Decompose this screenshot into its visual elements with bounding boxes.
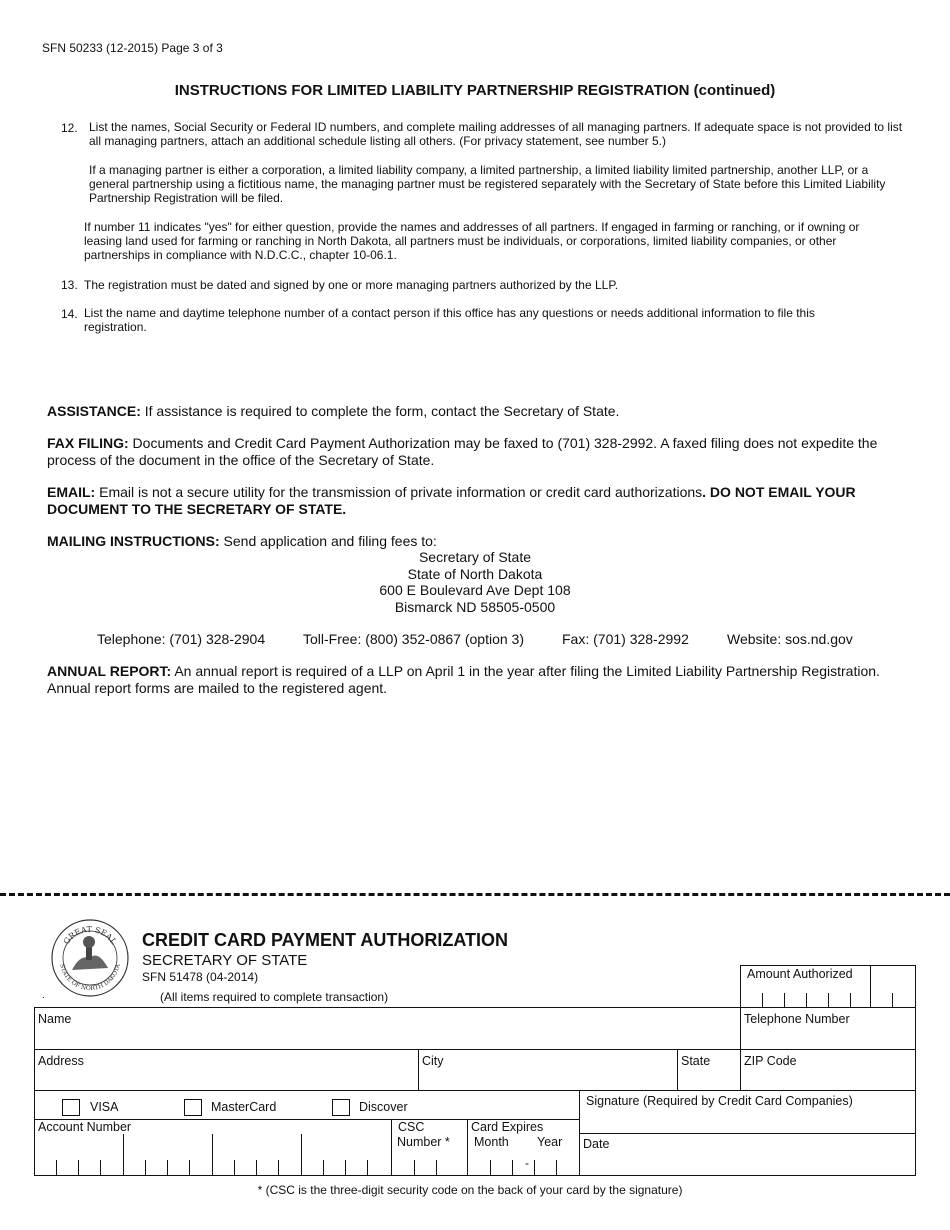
mailing-section: [47, 533, 907, 550]
assistance-section: [47, 403, 907, 420]
row-divider-2: [34, 1090, 916, 1091]
address-line-2: State of North Dakota: [407, 566, 543, 582]
state-field[interactable]: [678, 1070, 739, 1090]
amount-box-top: [740, 965, 916, 966]
address-label: Address: [38, 1054, 84, 1068]
item-number-12: 12.: [61, 121, 78, 135]
signature-field[interactable]: [580, 1110, 915, 1132]
annual-text: An annual report is required of a LLP on April 1 in the year after filing the Limited Liability Partnership Registration. Annual report forms are mailed to the registered agent.: [47, 663, 880, 696]
assistance-label: ASSISTANCE:: [47, 403, 141, 419]
item-12-paragraph-1: List the names, Social Security or Federal ID numbers, and complete mailing addresses of all managing partners. If adequate space is not provided to list all managing partners, attach an additional schedule listing all others. (For privacy statement, see number 5.): [89, 120, 903, 148]
name-field[interactable]: [35, 1028, 739, 1048]
state-seal-icon: [50, 918, 130, 998]
discover-label: Discover: [359, 1100, 408, 1114]
date-field[interactable]: [580, 1152, 915, 1174]
date-label: Date: [583, 1137, 610, 1151]
state-label: State: [681, 1054, 711, 1068]
address-line-1: Secretary of State: [418, 549, 532, 565]
email-warning: . DO NOT EMAIL YOUR DOCUMENT TO THE SECRETARY OF STATE.: [47, 484, 856, 517]
csc-label-line1: CSC: [398, 1120, 425, 1134]
item-12-paragraph-2: If a managing partner is either a corporation, a limited liability company, a limited partnership, a limited liability limited partnership, another LLP, or a general partnership using a fictitious name, the managing partner must be registered separately with the Secretary of State before this Limited Liability Partnership Registration will be filed.: [89, 163, 886, 205]
email-label: EMAIL:: [47, 484, 96, 500]
csc-field[interactable]: [392, 1150, 467, 1175]
visa-checkbox[interactable]: [62, 1099, 80, 1116]
address-line-4: Bismarck ND 58505-0500: [394, 599, 556, 615]
zip-field[interactable]: [741, 1070, 915, 1090]
item-14-paragraph: List the name and daytime telephone number of a contact person if this office has any questions or needs additional information to file this registration.: [84, 306, 815, 334]
account-number-field[interactable]: [35, 1134, 390, 1175]
amount-authorized-label: Amount Authorized: [747, 967, 853, 981]
page-title: INSTRUCTIONS FOR LIMITED LIABILITY PARTNERSHIP REGISTRATION (continued): [174, 82, 776, 99]
amount-authorized-field[interactable]: [741, 990, 915, 1007]
assistance-text: If assistance is required to complete the form, contact the Secretary of State.: [140, 403, 620, 419]
city-label: City: [422, 1054, 444, 1068]
form-id: SFN 50233 (12-2015) Page 3 of 3: [42, 41, 223, 55]
card-expires-label: Card Expires: [471, 1120, 544, 1134]
item-13-paragraph: The registration must be dated and signed by one or more managing partners authorized by the LLP.: [84, 278, 619, 292]
csc-label-line2: Number *: [397, 1135, 450, 1149]
item-number-13: 13.: [61, 278, 78, 292]
email-text: Email is not a secure utility for the transmission of private information or credit card authorizations: [95, 484, 703, 500]
annual-label: ANNUAL REPORT:: [47, 663, 172, 679]
name-label: Name: [38, 1012, 72, 1026]
seal-top-text: GREAT SEAL: [61, 924, 119, 947]
discover-checkbox[interactable]: [332, 1099, 350, 1116]
fax-contact: Fax: (701) 328-2992: [562, 631, 689, 647]
mailing-text: Send application and filing fees to:: [219, 533, 437, 549]
amount-box-right: [915, 965, 916, 1007]
dot-mark: .: [42, 990, 45, 1001]
signature-date-divider: [579, 1133, 916, 1134]
annual-report-section: [47, 663, 907, 697]
form-right-border: [915, 1007, 916, 1176]
expires-month-label: Month: [474, 1135, 509, 1149]
row-divider-1: [34, 1049, 916, 1050]
mailing-label: MAILING INSTRUCTIONS:: [47, 533, 220, 549]
address-field[interactable]: [35, 1070, 417, 1090]
mastercard-label: MasterCard: [211, 1100, 277, 1114]
item-12-paragraph-3: If number 11 indicates "yes" for either question, provide the names and addresses of all partners. If engaged in farming or ranching, or if owning or leasing land used for farming or ranching in North Dakota, all partners must be individuals, or corporations, limited liability companies, or other partnerships in compliance with N.D.C.C., chapter 10-06.1.: [84, 220, 860, 262]
tollfree-contact: Toll-Free: (800) 352-0867 (option 3): [303, 631, 525, 647]
account-number-label: Account Number: [38, 1120, 132, 1134]
email-section: [47, 484, 907, 518]
cc-required-note: (All items required to complete transaction): [160, 990, 389, 1004]
fax-filing-section: [47, 435, 907, 469]
telephone-contact: Telephone: (701) 328-2904: [97, 631, 266, 647]
expires-year-label: Year: [537, 1135, 563, 1149]
telephone-field[interactable]: [741, 1028, 915, 1048]
mastercard-checkbox[interactable]: [184, 1099, 202, 1116]
visa-label: VISA: [90, 1100, 119, 1114]
card-expires-field[interactable]: [468, 1150, 579, 1175]
fax-text: Documents and Credit Card Payment Authorization may be faxed to (701) 328-2992. A faxed filing does not expedite the process of the document in the office of the Secretary of State.: [47, 435, 878, 468]
city-field[interactable]: [419, 1070, 676, 1090]
telephone-label: Telephone Number: [744, 1012, 850, 1026]
form-top-border: [34, 1007, 916, 1008]
expires-separator: -: [525, 1156, 529, 1170]
address-line-3: 600 E Boulevard Ave Dept 108: [379, 582, 571, 598]
signature-label: Signature (Required by Credit Card Companies): [586, 1094, 853, 1108]
fax-label: FAX FILING:: [47, 435, 129, 451]
zip-label: ZIP Code: [744, 1054, 797, 1068]
csc-footnote: * (CSC is the three-digit security code on the back of your card by the signature): [257, 1183, 683, 1197]
website-contact[interactable]: Website: sos.nd.gov: [727, 631, 853, 647]
form-bottom-border: [34, 1175, 916, 1176]
cut-line: [0, 893, 950, 896]
cc-title: CREDIT CARD PAYMENT AUTHORIZATION: [142, 930, 508, 950]
cc-form-id: SFN 51478 (04-2014): [142, 970, 259, 984]
seal-bottom-text: STATE OF NORTH DAKOTA: [58, 963, 122, 993]
cc-subtitle: SECRETARY OF STATE: [142, 952, 308, 969]
item-number-14: 14.: [61, 307, 78, 321]
